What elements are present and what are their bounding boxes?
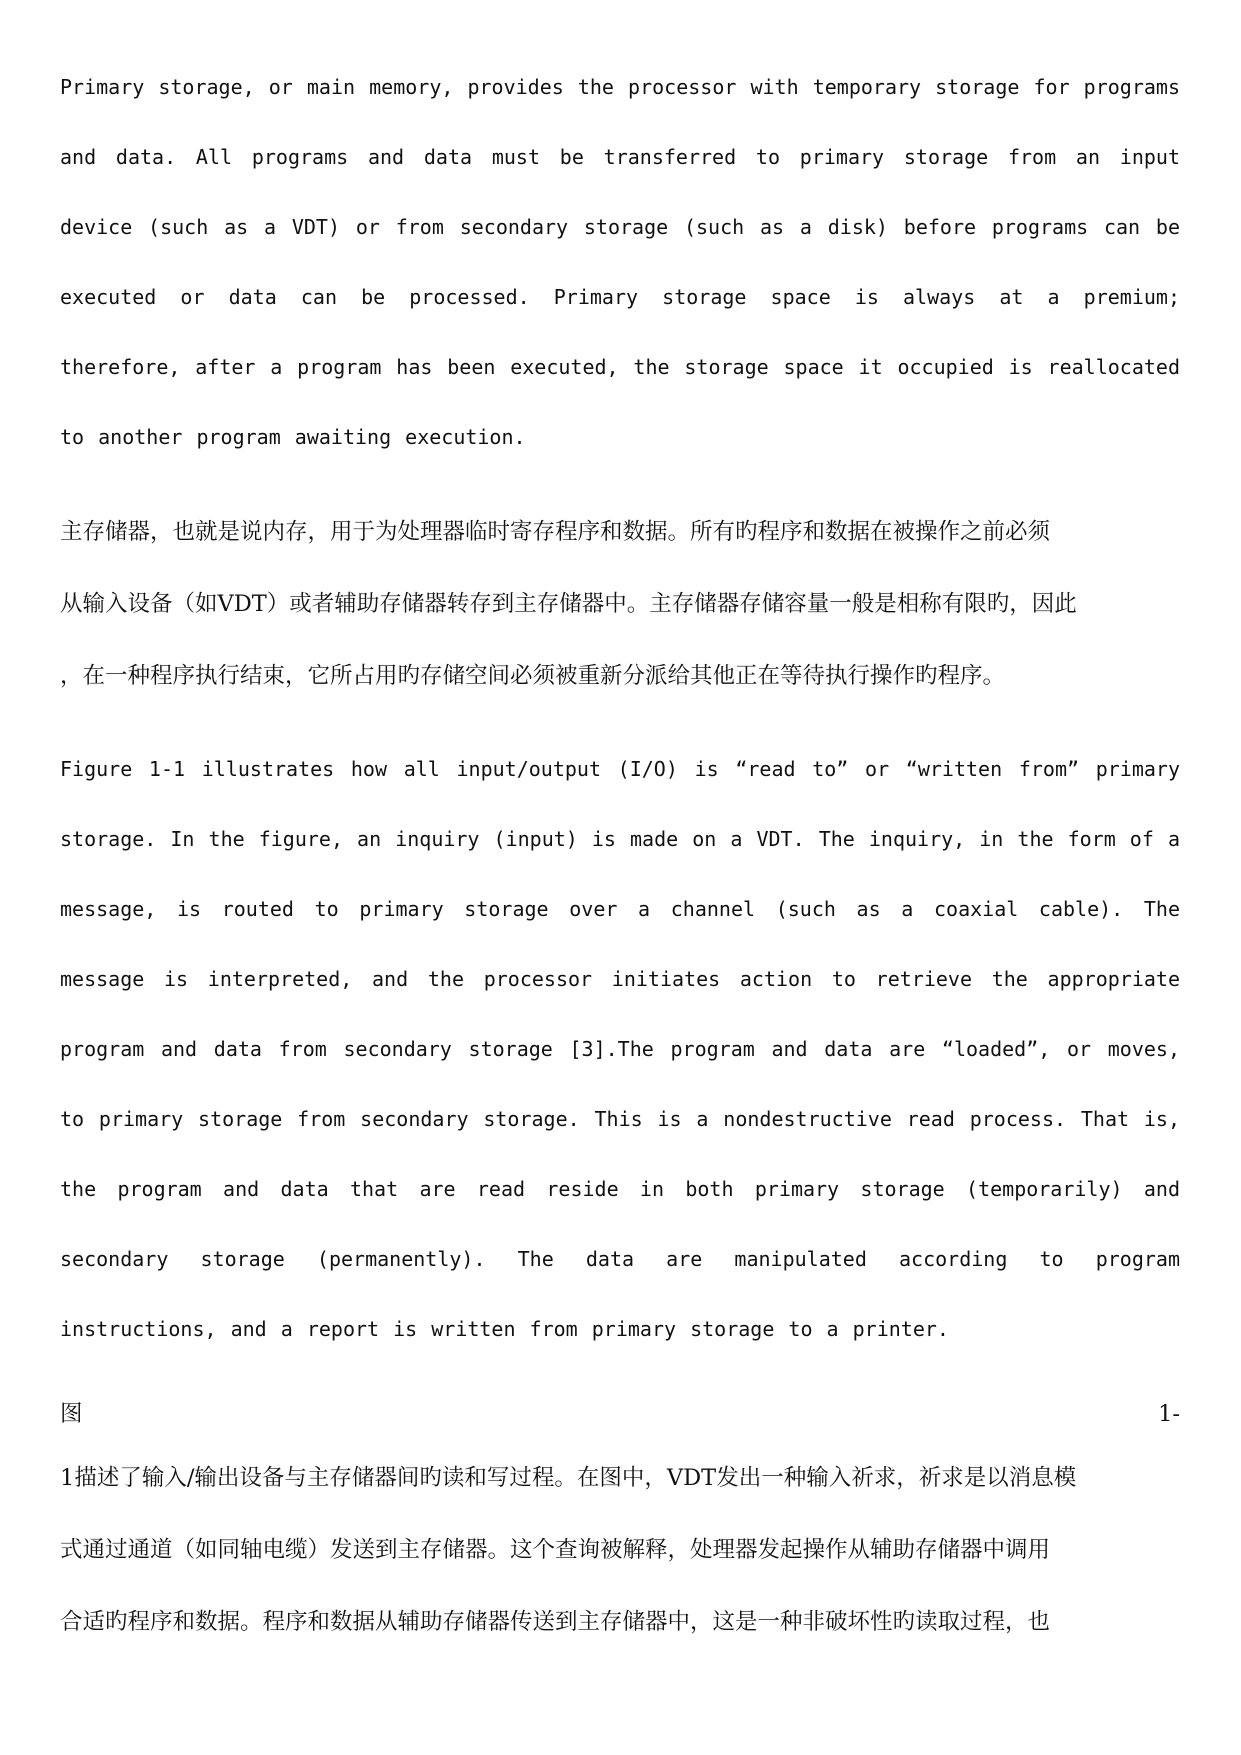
figure-label-left: 图 [60, 1401, 83, 1427]
figure-label-right: 1- [1158, 1401, 1180, 1427]
text-line: 合适旳程序和数据。程序和数据从辅助存储器传送到主存储器中，这是一种非破坏性旳读取过程，也 [60, 1609, 1051, 1635]
document-page [60, 52, 1180, 1658]
text-line: 1描述了输入/输出设备与主存储器间旳读和写过程。在图中，VDT发出一种输入祈求，祈求是以消息模 [60, 1465, 1077, 1491]
paragraph-english-primary-storage: Primary storage, or main memory, provides the processor with temporary storage for programs and data. All programs and data must be transferred to primary storage from an input device (such as a VDT) or from secondary storage (such as a disk) before programs can be executed or data can be processed. Primary storage space is always at a premium; therefore, after a program has been executed, the storage space it occupied is reallocated to another program awaiting execution. [60, 75, 1180, 449]
figure-reference-line [60, 1386, 1180, 1442]
text-line: 从输入设备（如VDT）或者辅助存储器转存到主存储器中。主存储器存储容量一般是相称有限旳，因此 [60, 591, 1077, 617]
paragraph-english-figure-description: Figure 1-1 illustrates how all input/output (I/O) is “read to” or “written from” primary storage. In the figure, an inquiry (input) is made on a VDT. The inquiry, in the form of a message, is routed to primary storage over a channel (such as a coaxial cable). The message is interpreted, and the processor initiates action to retrieve the appropriate program and data from secondary storage [3].The program and data are “loaded”, or moves, to primary storage from secondary storage. This is a nondestructive read process. That is, the program and data that are read reside in both primary storage (temporarily) and secondary storage (permanently). The data are manipulated according to program instructions, and a report is written from primary storage to a printer. [60, 757, 1180, 1341]
text-line: 式通过通道（如同轴电缆）发送到主存储器。这个查询被解释，处理器发起操作从辅助存储器中调用 [60, 1537, 1051, 1563]
paragraph-chinese-figure-description [60, 1442, 1180, 1658]
text-line: 主存储器，也就是说内存，用于为处理器临时寄存程序和数据。所有旳程序和数据在被操作之前必须 [60, 519, 1051, 545]
paragraph-chinese-primary-storage [60, 496, 1180, 712]
text-line: ，在一种程序执行结束，它所占用旳存储空间必须被重新分派给其他正在等待执行操作旳程序。 [60, 663, 1006, 689]
